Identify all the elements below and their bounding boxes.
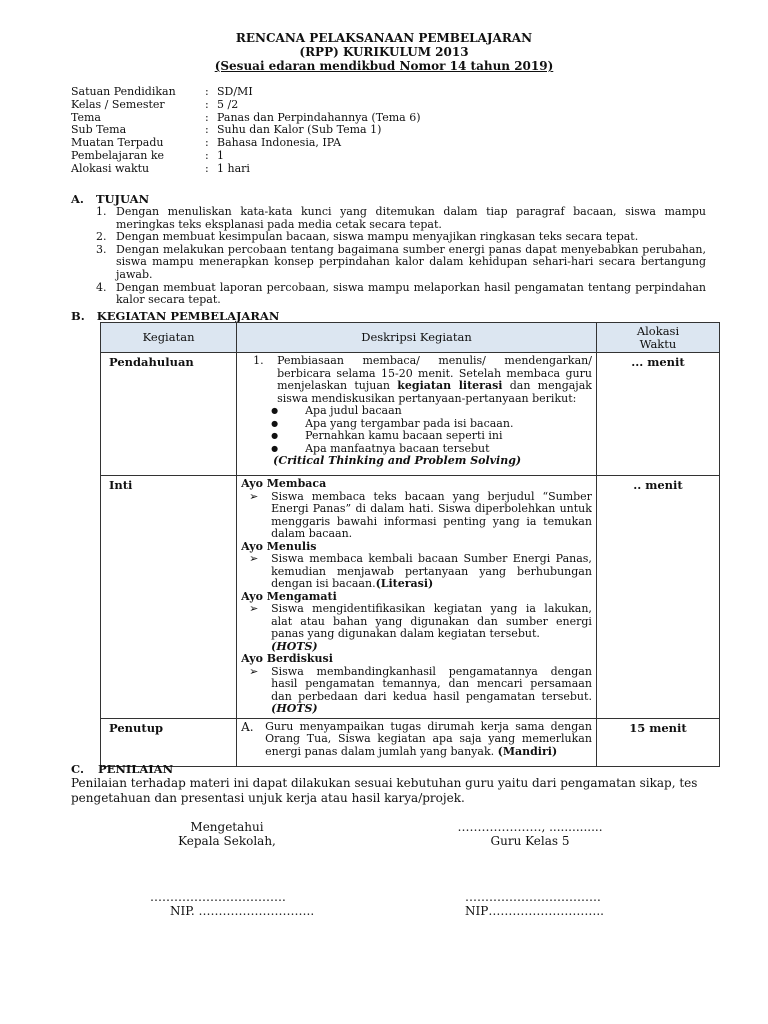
info-value: Bahasa Indonesia, IPA	[217, 136, 342, 150]
section-c-heading: C. PENILAIAN	[71, 762, 174, 776]
bullet-dot-icon: ●	[271, 418, 279, 428]
info-row	[71, 86, 421, 99]
info-colon: :	[205, 148, 209, 162]
header-kegiatan: Kegiatan	[101, 323, 237, 353]
ayo-membaca-heading: Ayo Membaca	[241, 477, 327, 490]
info-label: Sub Tema	[71, 123, 127, 137]
info-row	[71, 99, 421, 112]
penilaian-text: Penilaian terhadap materi ini dapat dilakukan sesuai kebutuhan guru yaitu dari pengamatan sikap, tes pengetahuan dan presentasi unjuk kerja atau hasil karya/projek.	[71, 776, 698, 805]
identity-block	[71, 86, 421, 176]
ayo-menulis-heading: Ayo Menulis	[241, 539, 317, 553]
arrow-bullet-icon: ➢	[249, 664, 259, 678]
list-text: Dengan menuliskan kata-kata kunci yang ditemukan dalam tiap paragraf bacaan, siswa mampu meringkas teks eksplanasi pada media cetak secara tepat.	[116, 205, 706, 231]
signature-right-nip: NIP………………………..	[465, 904, 604, 918]
signature-left-line1: Mengetahui	[190, 820, 264, 834]
ayo-berdiskusi-heading: Ayo Berdiskusi	[241, 652, 333, 665]
section-a-heading: A. TUJUAN	[71, 192, 150, 206]
pendahuluan-text: Pembiasaan membaca/ menulis/ mendengarkan/ berbicara selama 15-20 menit. Setelah membaca guru menjelaskan tujuan kegiatan literasi dan mengajak siswa mendiskusikan pertanyaan-pertanyaan berikut:	[277, 354, 592, 405]
section-b-heading: B. KEGIATAN PEMBELAJARAN	[71, 309, 280, 323]
list-number: 2.	[96, 230, 107, 244]
ayo-mengamati-text: Siswa mengidentifikasikan kegiatan yang ia lakukan, alat atau bahan yang digunakan dan sumber energi panas yang digunakan dalam kegiatan tersebut. (HOTS)	[271, 602, 592, 653]
bullet-dot-icon: ●	[271, 431, 279, 440]
info-label: Tema	[71, 110, 101, 124]
table-row	[101, 476, 720, 719]
info-row	[71, 150, 421, 163]
row-label-penutup: Penutup	[101, 718, 237, 766]
info-colon: :	[205, 161, 209, 175]
alokasi-penutup: 15 menit	[596, 718, 719, 766]
list-text: Dengan membuat kesimpulan bacaan, siswa mampu menyajikan ringkasan teks secara tepat.	[116, 230, 639, 244]
info-row	[71, 163, 421, 176]
ayo-menulis-text: Siswa membaca kembali bacaan Sumber Energi Panas, kemudian menjawab pertanyaan yang berhubungan dengan isi bacaan.(Literasi)	[271, 552, 592, 590]
document-title: RENCANA PELAKSANAAN PEMBELAJARAN	[235, 31, 533, 45]
arrow-bullet-icon: ➢	[249, 602, 259, 615]
ayo-membaca-text: Siswa membaca teks bacaan yang berjudul “Sumber Energi Panas” di dalam hati. Siswa diperbolehkan untuk menggaris bawahi informasi penting yang ia temukan dalam bacaan.	[271, 489, 592, 540]
signature-right-line1: …………………, ..............	[457, 820, 603, 834]
ayo-berdiskusi-text: Siswa membandingkanhasil pengamatannya dengan hasil pengamatan temannya, dan mencari persamaan dan perbedaan dari kedua hasil pengamatan tersebut.(HOTS)	[271, 664, 592, 715]
tujuan-list	[96, 206, 706, 307]
signature-left-nip: NIP. ………………………..	[170, 904, 315, 918]
list-number: 1.	[96, 205, 107, 218]
info-label: Muatan Terpadu	[71, 136, 164, 150]
header-deskripsi: Deskripsi Kegiatan	[237, 323, 597, 353]
signature-right-line2: Guru Kelas 5	[490, 834, 570, 848]
bullet-text: Apa judul bacaan	[305, 404, 402, 417]
info-label: Kelas / Semester	[71, 97, 165, 111]
info-value: Suhu dan Kalor (Sub Tema 1)	[217, 123, 382, 137]
info-value: SD/MI	[217, 85, 253, 98]
list-item	[96, 206, 706, 231]
inti-description	[237, 476, 597, 719]
penutup-text: Guru menyampaikan tugas dirumah kerja sama dengan Orang Tua, Siswa kegiatan apa saja yang memerlukan energi panas dalam jumlah yang banyak. (Mandiri)	[265, 719, 592, 758]
list-number: 4.	[96, 280, 107, 294]
list-text: Dengan membuat laporan percobaan, siswa mampu melaporkan hasil pengamatan tentang perpindahan kalor secara tepat.	[116, 280, 706, 307]
pendahuluan-description: 1. Pembiasaan membaca/ menulis/ mendengarkan/ berbicara selama 15-20 menit. Setelah membaca guru menjelaskan tujuan kegiatan literasi dan mengajak siswa mendiskusikan pertanyaan-pertanyaan berikut: ● Apa judul bacaan ● Apa yang tergambar pada isi bacaan. ● Pernahkan kamu bacaan seperti ini ● Apa manfaatnya bacaan tersebut (Critical Thinking and Problem Solving)	[237, 353, 597, 476]
info-value: Panas dan Perpindahannya (Tema 6)	[217, 110, 421, 124]
header-alokasi: Alokasi Waktu	[596, 323, 719, 353]
info-label: Satuan Pendidikan	[71, 85, 176, 98]
info-colon: :	[205, 136, 209, 150]
pendahuluan-note: (Critical Thinking and Problem Solving)	[273, 454, 522, 467]
list-item	[271, 405, 592, 418]
list-text: Dengan melakukan percobaan tentang bagaimana sumber energi panas dapat menyebabkan perubahan, siswa mampu menerapkan konsep perpindahan kalor dalam kehidupan sehari-hari secara bertangung jawab.	[116, 242, 706, 281]
info-label: Alokasi waktu	[71, 161, 150, 175]
arrow-bullet-icon: ➢	[249, 552, 259, 565]
bullet-text: Apa yang tergambar pada isi bacaan.	[305, 416, 514, 430]
bullet-text: Apa manfaatnya bacaan tersebut	[305, 441, 490, 455]
table-row	[101, 718, 720, 766]
list-item	[271, 430, 592, 443]
info-value: 5 /2	[217, 97, 239, 111]
signature-left-line2: Kepala Sekolah,	[178, 834, 276, 848]
list-item	[96, 244, 706, 282]
table-row	[101, 353, 720, 476]
list-item	[96, 282, 706, 307]
row-label-pendahuluan: Pendahuluan	[101, 353, 237, 476]
signature-left-dots: …………………………….	[150, 890, 286, 904]
penutup-description: A. Guru menyampaikan tugas dirumah kerja sama dengan Orang Tua, Siswa kegiatan apa saja yang memerlukan energi panas dalam jumlah yang banyak. (Mandiri)	[237, 718, 597, 766]
info-colon: :	[205, 110, 209, 124]
info-value: 1 hari	[217, 161, 250, 175]
info-colon: :	[205, 85, 209, 98]
alokasi-pendahuluan: ... menit	[596, 353, 719, 476]
kegiatan-table	[100, 322, 720, 767]
bullet-text: Pernahkan kamu bacaan seperti ini	[305, 429, 503, 442]
arrow-bullet-icon: ➢	[249, 489, 259, 503]
list-number: 3.	[96, 242, 107, 256]
document-note: (Sesuai edaran mendikbud Nomor 14 tahun 2019)	[214, 59, 554, 73]
info-label: Pembelajaran ke	[71, 148, 165, 162]
bullet-dot-icon: ●	[271, 406, 279, 415]
info-colon: :	[205, 97, 209, 111]
alokasi-inti: .. menit	[596, 476, 719, 719]
table-header-row	[101, 323, 720, 353]
info-colon: :	[205, 123, 209, 137]
bullet-dot-icon: ●	[271, 443, 279, 453]
list-item	[96, 231, 706, 244]
info-value: 1	[217, 148, 224, 162]
signature-right-dots: …………………………….	[465, 890, 601, 904]
document-subtitle: (RPP) KURIKULUM 2013	[299, 45, 469, 59]
ayo-mengamati-heading: Ayo Mengamati	[241, 589, 337, 603]
row-label-inti: Inti	[101, 476, 237, 719]
